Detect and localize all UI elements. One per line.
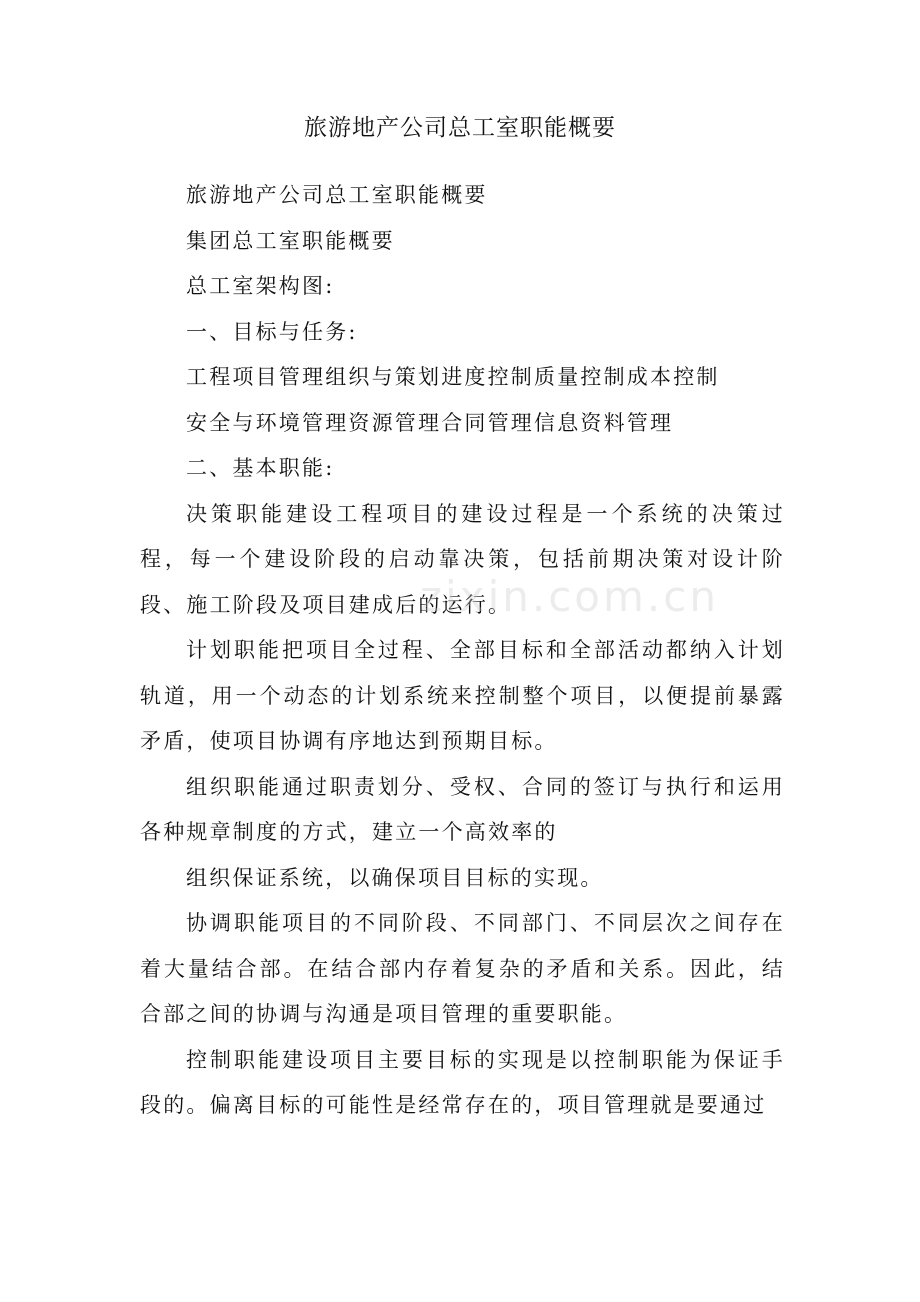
paragraph: 二、基本职能: [186, 456, 335, 480]
paragraph: 计划职能把项目全过程、全部目标和全部活动都纳入计划轨道，用一个动态的计划系统来控制整个项目，以便提前暴露矛盾，使项目协调有序地达到预期目标。 [140, 638, 785, 753]
paragraph: 组织保证系统，以确保项目目标的实现。 [186, 865, 604, 890]
paragraph: 总工室架构图: [186, 274, 335, 298]
paragraph: 一、目标与任务: [186, 319, 358, 344]
paragraph: 组织职能通过职责划分、受权、合同的签订与执行和运用各种规章制度的方式，建立一个高效率的 [140, 774, 785, 844]
document-title: 旅游地产公司总工室职能概要 [304, 115, 616, 141]
paragraph: 决策职能建设工程项目的建设过程是一个系统的决策过程，每一个建设阶段的启动靠决策，包括前期决策对设计阶段、施工阶段及项目建成后的运行。 [140, 501, 785, 617]
paragraph: 安全与环境管理资源管理合同管理信息资料管理 [186, 410, 674, 435]
paragraph: 协调职能项目的不同阶段、不同部门、不同层次之间存在着大量结合部。在结合部内存着复杂的矛盾和关系。因此，结合部之间的协调与沟通是项目管理的重要职能。 [140, 911, 785, 1026]
document-body [140, 173, 785, 1129]
paragraph: 控制职能建设项目主要目标的实现是以控制职能为保证手段的。偏离目标的可能性是经常存在的，项目管理就是要通过 [140, 1047, 785, 1117]
paragraph: 工程项目管理组织与策划进度控制质量控制成本控制 [186, 365, 720, 389]
paragraph: 旅游地产公司总工室职能概要 [186, 183, 488, 207]
watermark: zixin.com.cn [420, 572, 719, 621]
paragraph: 集团总工室职能概要 [186, 228, 395, 253]
